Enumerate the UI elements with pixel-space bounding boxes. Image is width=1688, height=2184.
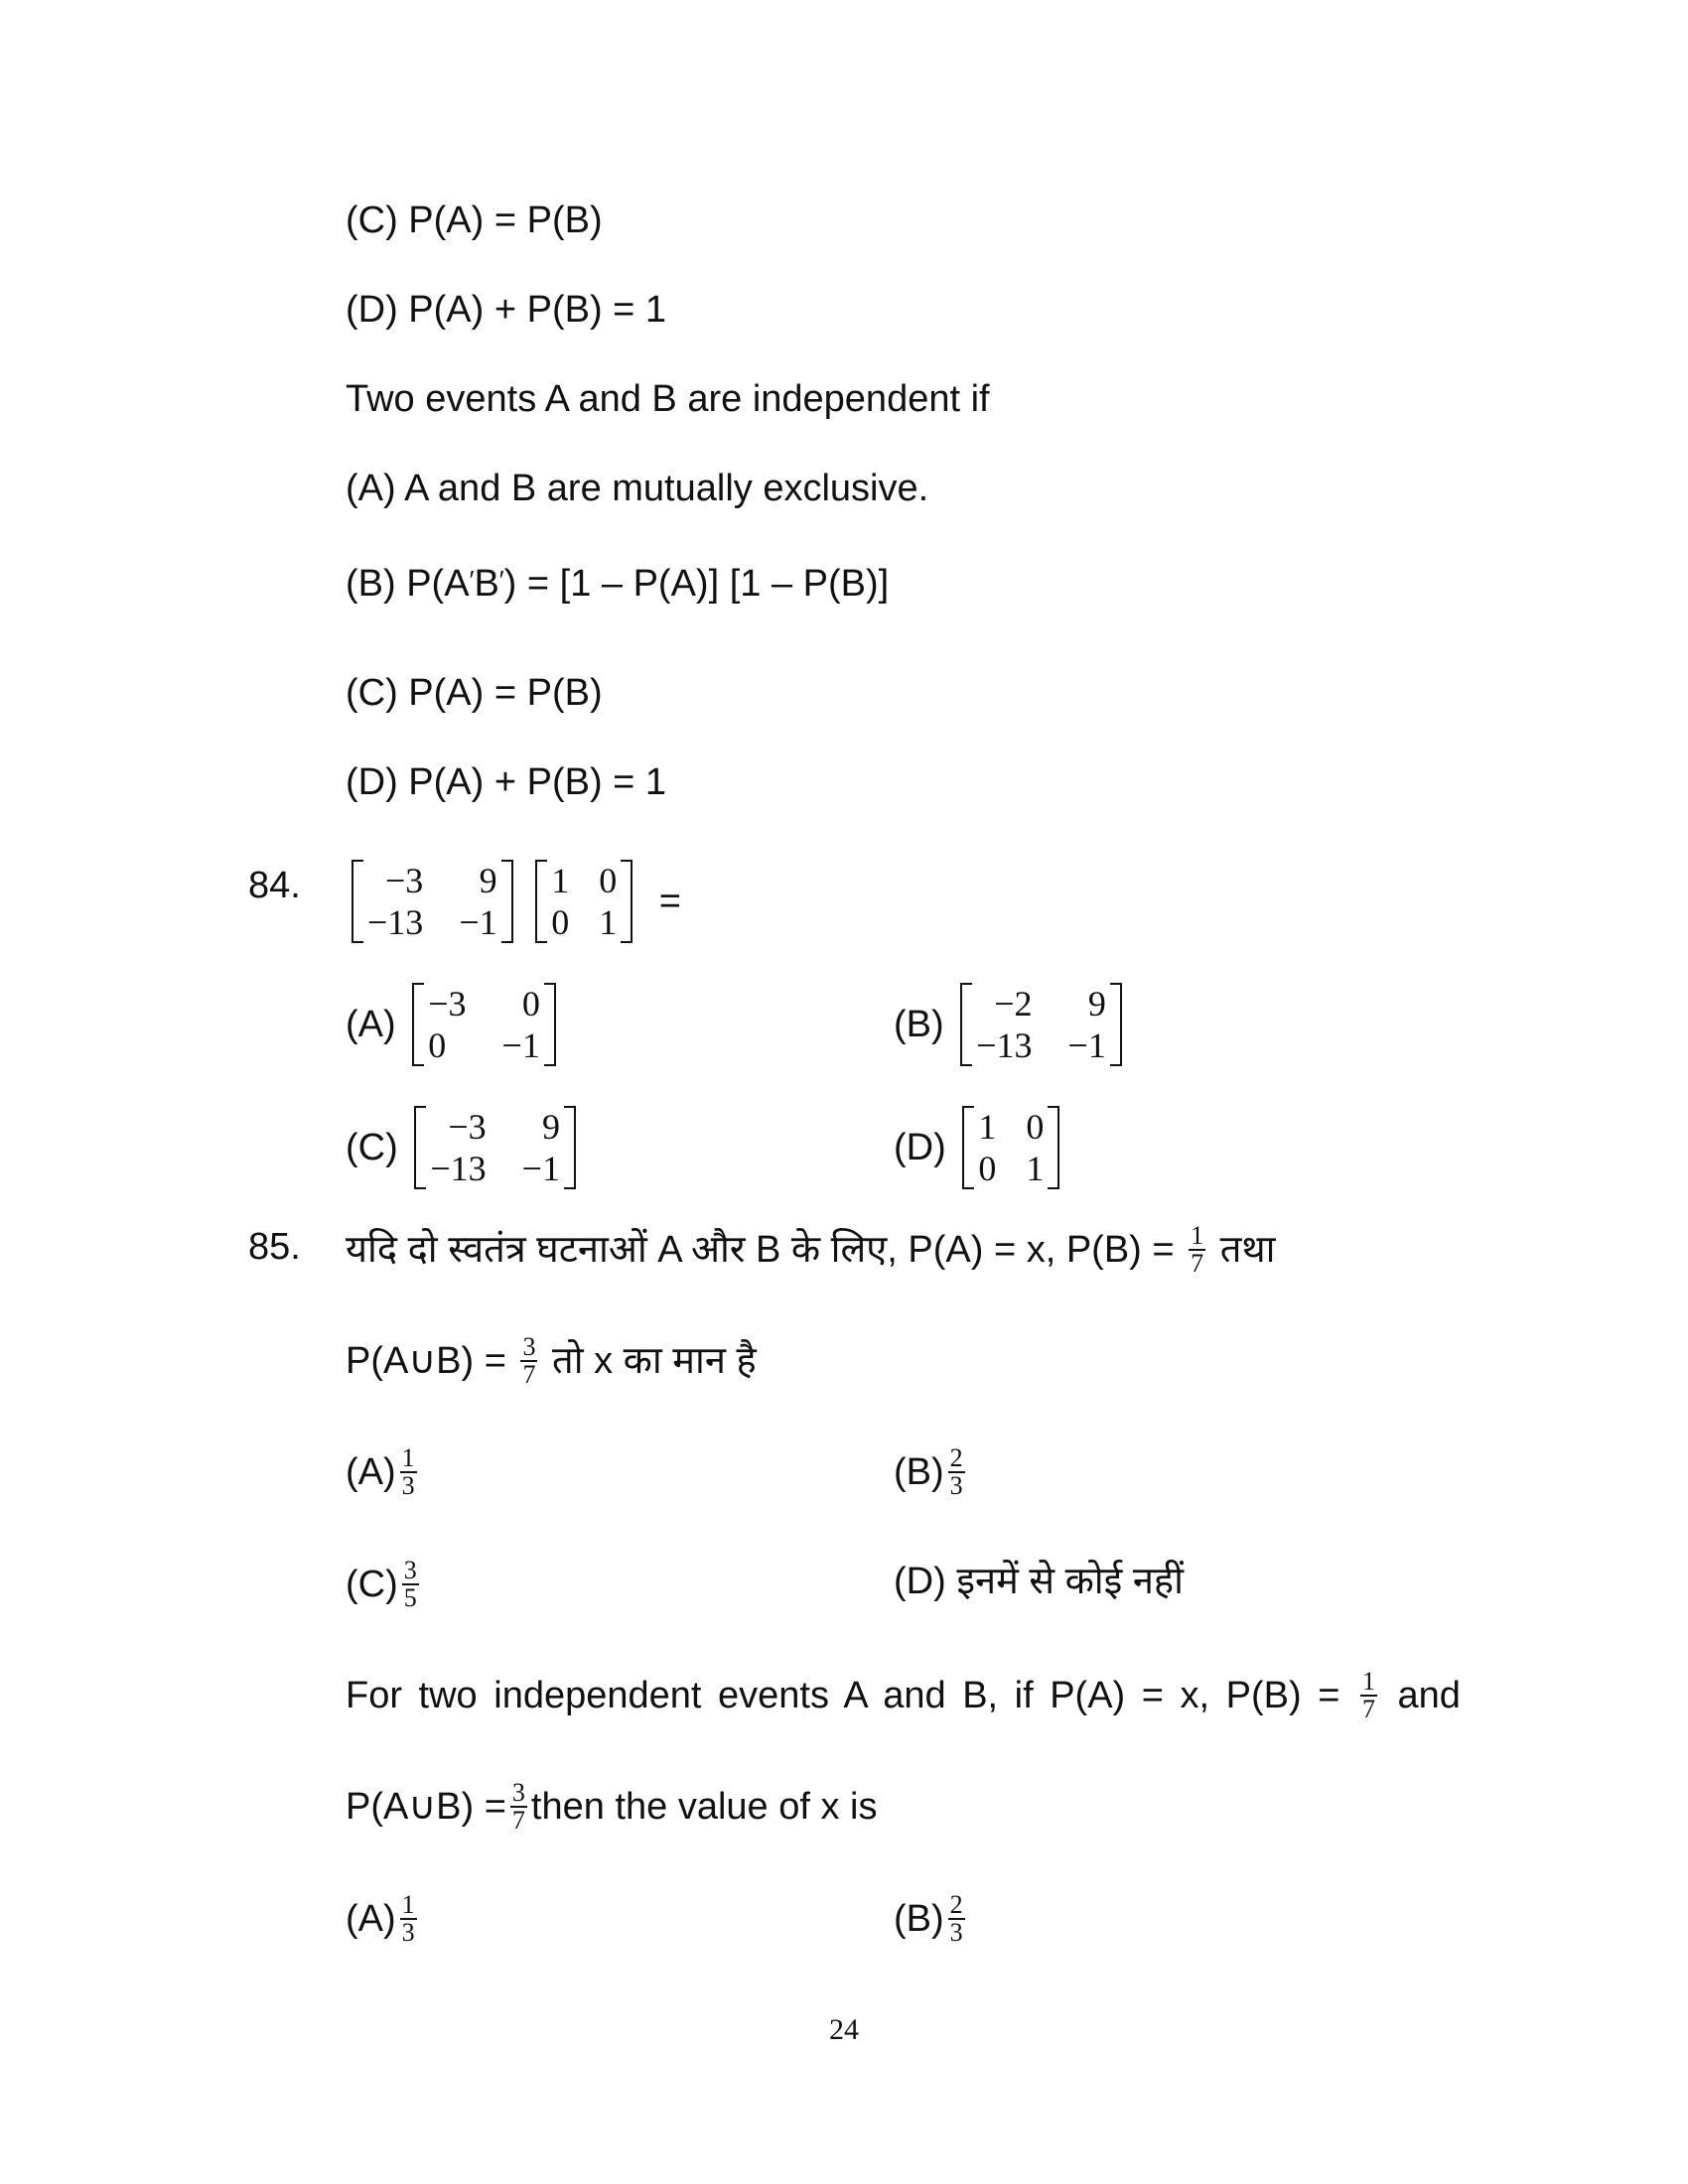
option-label: (B) — [894, 1451, 944, 1494]
option-label: (A) — [346, 1898, 396, 1941]
left-bracket — [962, 1106, 974, 1189]
matrix-cell: 1 — [1026, 1149, 1045, 1188]
right-bracket — [544, 983, 556, 1066]
q85-hindi-question: तो x का मान है — [552, 1340, 757, 1383]
right-bracket — [621, 860, 633, 943]
left-bracket — [414, 1106, 426, 1189]
prev-english-stem: Two events A and B are independent if — [346, 378, 990, 420]
matrix-cell: 9 — [541, 1107, 560, 1147]
matrix-cell: 9 — [1087, 984, 1106, 1024]
option-matrix — [962, 1106, 1059, 1189]
q85-hindi-line2 — [346, 1332, 757, 1390]
page-number: 24 — [829, 2013, 859, 2046]
denominator: 3 — [949, 1918, 963, 1947]
matrix-cell: 0 — [521, 984, 540, 1024]
q85-hindi-tail: तथा — [1219, 1229, 1276, 1272]
denominator: 7 — [522, 1360, 536, 1389]
q85-english-option-b — [894, 1890, 969, 1948]
q85-hindi-option-c — [346, 1556, 423, 1613]
matrix-cell: −1 — [459, 902, 497, 942]
q84-expression — [346, 862, 681, 945]
option-matrix — [960, 983, 1122, 1066]
right-bracket — [1110, 983, 1122, 1066]
option-matrix — [414, 1106, 576, 1189]
denominator: 7 — [1191, 1249, 1204, 1278]
fraction — [400, 1892, 417, 1946]
prev-english-option-b — [346, 562, 889, 606]
q85-hindi-text: यदि दो स्वतंत्र घटनाओं A और B के लिए, P(A) = x, P(B) = — [346, 1229, 1175, 1272]
equals-sign: = — [658, 881, 681, 923]
numerator: 3 — [403, 1556, 417, 1584]
right-bracket — [501, 860, 513, 943]
matrix-cell: 1 — [978, 1107, 997, 1147]
matrix-cell: −1 — [1067, 1025, 1106, 1065]
numerator: 1 — [1361, 1667, 1375, 1696]
numerator: 1 — [1191, 1221, 1204, 1250]
matrix-cell: −3 — [385, 861, 424, 900]
q84-option-d — [894, 1108, 1065, 1191]
fraction — [948, 1892, 965, 1946]
denominator: 7 — [1361, 1695, 1375, 1723]
fraction — [400, 1445, 417, 1499]
option-b-mid: B — [474, 563, 499, 605]
matrix-cell: 0 — [551, 902, 570, 942]
matrix-2 — [535, 860, 633, 943]
option-label: (A) — [346, 1451, 396, 1494]
matrix-cell: 0 — [599, 861, 618, 900]
q85-hindi-option-d — [894, 1560, 1184, 1603]
fraction — [1189, 1223, 1205, 1277]
q85-hindi-option-b — [894, 1443, 969, 1501]
q85-hindi-option-a — [346, 1443, 421, 1501]
q85-english-question: then the value of x is — [530, 1786, 878, 1829]
denominator: 3 — [949, 1471, 963, 1500]
matrix-cell: −1 — [501, 1025, 540, 1065]
numerator: 2 — [949, 1890, 963, 1919]
q84-option-a — [346, 985, 562, 1068]
q85-hindi-line1 — [346, 1221, 1276, 1279]
option-b-suffix: ) = [1 – P(A)] [1 – P(B)] — [503, 563, 890, 605]
q84-option-b — [894, 985, 1128, 1068]
matrix-cell: −13 — [430, 1149, 487, 1188]
right-bracket — [1048, 1106, 1059, 1189]
q85-english-option-a — [346, 1890, 421, 1948]
denominator: 3 — [401, 1471, 415, 1500]
right-bracket — [564, 1106, 576, 1189]
prev-hindi-option-d: (D) P(A) + P(B) = 1 — [346, 289, 667, 331]
prev-english-option-c: (C) P(A) = P(B) — [346, 672, 603, 714]
q85-english-text: For two independent events A and B, if P(A) = x, P(B) = — [346, 1675, 1340, 1717]
matrix-cell: −13 — [367, 902, 424, 942]
fraction — [520, 1334, 537, 1388]
matrix-cell: −1 — [521, 1149, 560, 1188]
option-b-prefix: (B) P(A — [346, 563, 470, 605]
prev-english-option-d: (D) P(A) + P(B) = 1 — [346, 761, 667, 803]
left-bracket — [535, 860, 547, 943]
q85-english-union: P(A∪B) = — [346, 1786, 506, 1829]
option-label: (C) — [346, 1564, 398, 1606]
fraction — [1360, 1669, 1377, 1722]
matrix-cell: 0 — [1026, 1107, 1045, 1147]
matrix-cell: 0 — [428, 1025, 447, 1065]
numerator: 1 — [401, 1890, 415, 1919]
numerator: 3 — [522, 1332, 536, 1361]
matrix-1 — [352, 860, 513, 943]
prime-mark: ′ — [469, 565, 475, 595]
matrix-cell: 9 — [479, 861, 497, 900]
prev-english-option-a: (A) A and B are mutually exclusive. — [346, 468, 929, 509]
option-label: (B) — [894, 1898, 944, 1941]
option-label: (D) — [894, 1127, 946, 1169]
matrix-cell: 0 — [978, 1149, 997, 1188]
numerator: 1 — [401, 1443, 415, 1472]
fraction — [510, 1780, 527, 1834]
option-label: (A) — [346, 1004, 396, 1046]
numerator: 2 — [949, 1443, 963, 1472]
left-bracket — [352, 860, 363, 943]
matrix-cell: −13 — [976, 1025, 1033, 1065]
q85-hindi-union: P(A∪B) = — [346, 1340, 506, 1383]
matrix-cell: −3 — [428, 984, 467, 1024]
denominator: 3 — [401, 1918, 415, 1947]
q85-english-line1 — [346, 1667, 1461, 1724]
matrix-cell: 1 — [551, 861, 570, 900]
option-label: (D) — [894, 1561, 946, 1602]
option-matrix — [412, 983, 556, 1066]
q84-option-c — [346, 1108, 582, 1191]
option-label: (B) — [894, 1004, 944, 1046]
denominator: 5 — [403, 1583, 417, 1612]
q85-english-tail: and — [1397, 1675, 1461, 1717]
numerator: 3 — [511, 1778, 525, 1807]
question-number-84: 84. — [248, 865, 301, 906]
left-bracket — [412, 983, 424, 1066]
matrix-cell: −2 — [994, 984, 1033, 1024]
option-label: (C) — [346, 1127, 398, 1169]
fraction — [402, 1558, 419, 1611]
matrix-cell: −3 — [448, 1107, 487, 1147]
q85-english-line2 — [346, 1778, 878, 1836]
fraction — [948, 1445, 965, 1499]
left-bracket — [960, 983, 972, 1066]
prev-hindi-option-c: (C) P(A) = P(B) — [346, 200, 603, 241]
matrix-cell: 1 — [599, 902, 618, 942]
denominator: 7 — [511, 1806, 525, 1835]
question-number-85: 85. — [248, 1226, 301, 1268]
prime-mark: ′ — [498, 565, 504, 595]
option-text: इनमें से कोई नहीं — [956, 1561, 1184, 1602]
